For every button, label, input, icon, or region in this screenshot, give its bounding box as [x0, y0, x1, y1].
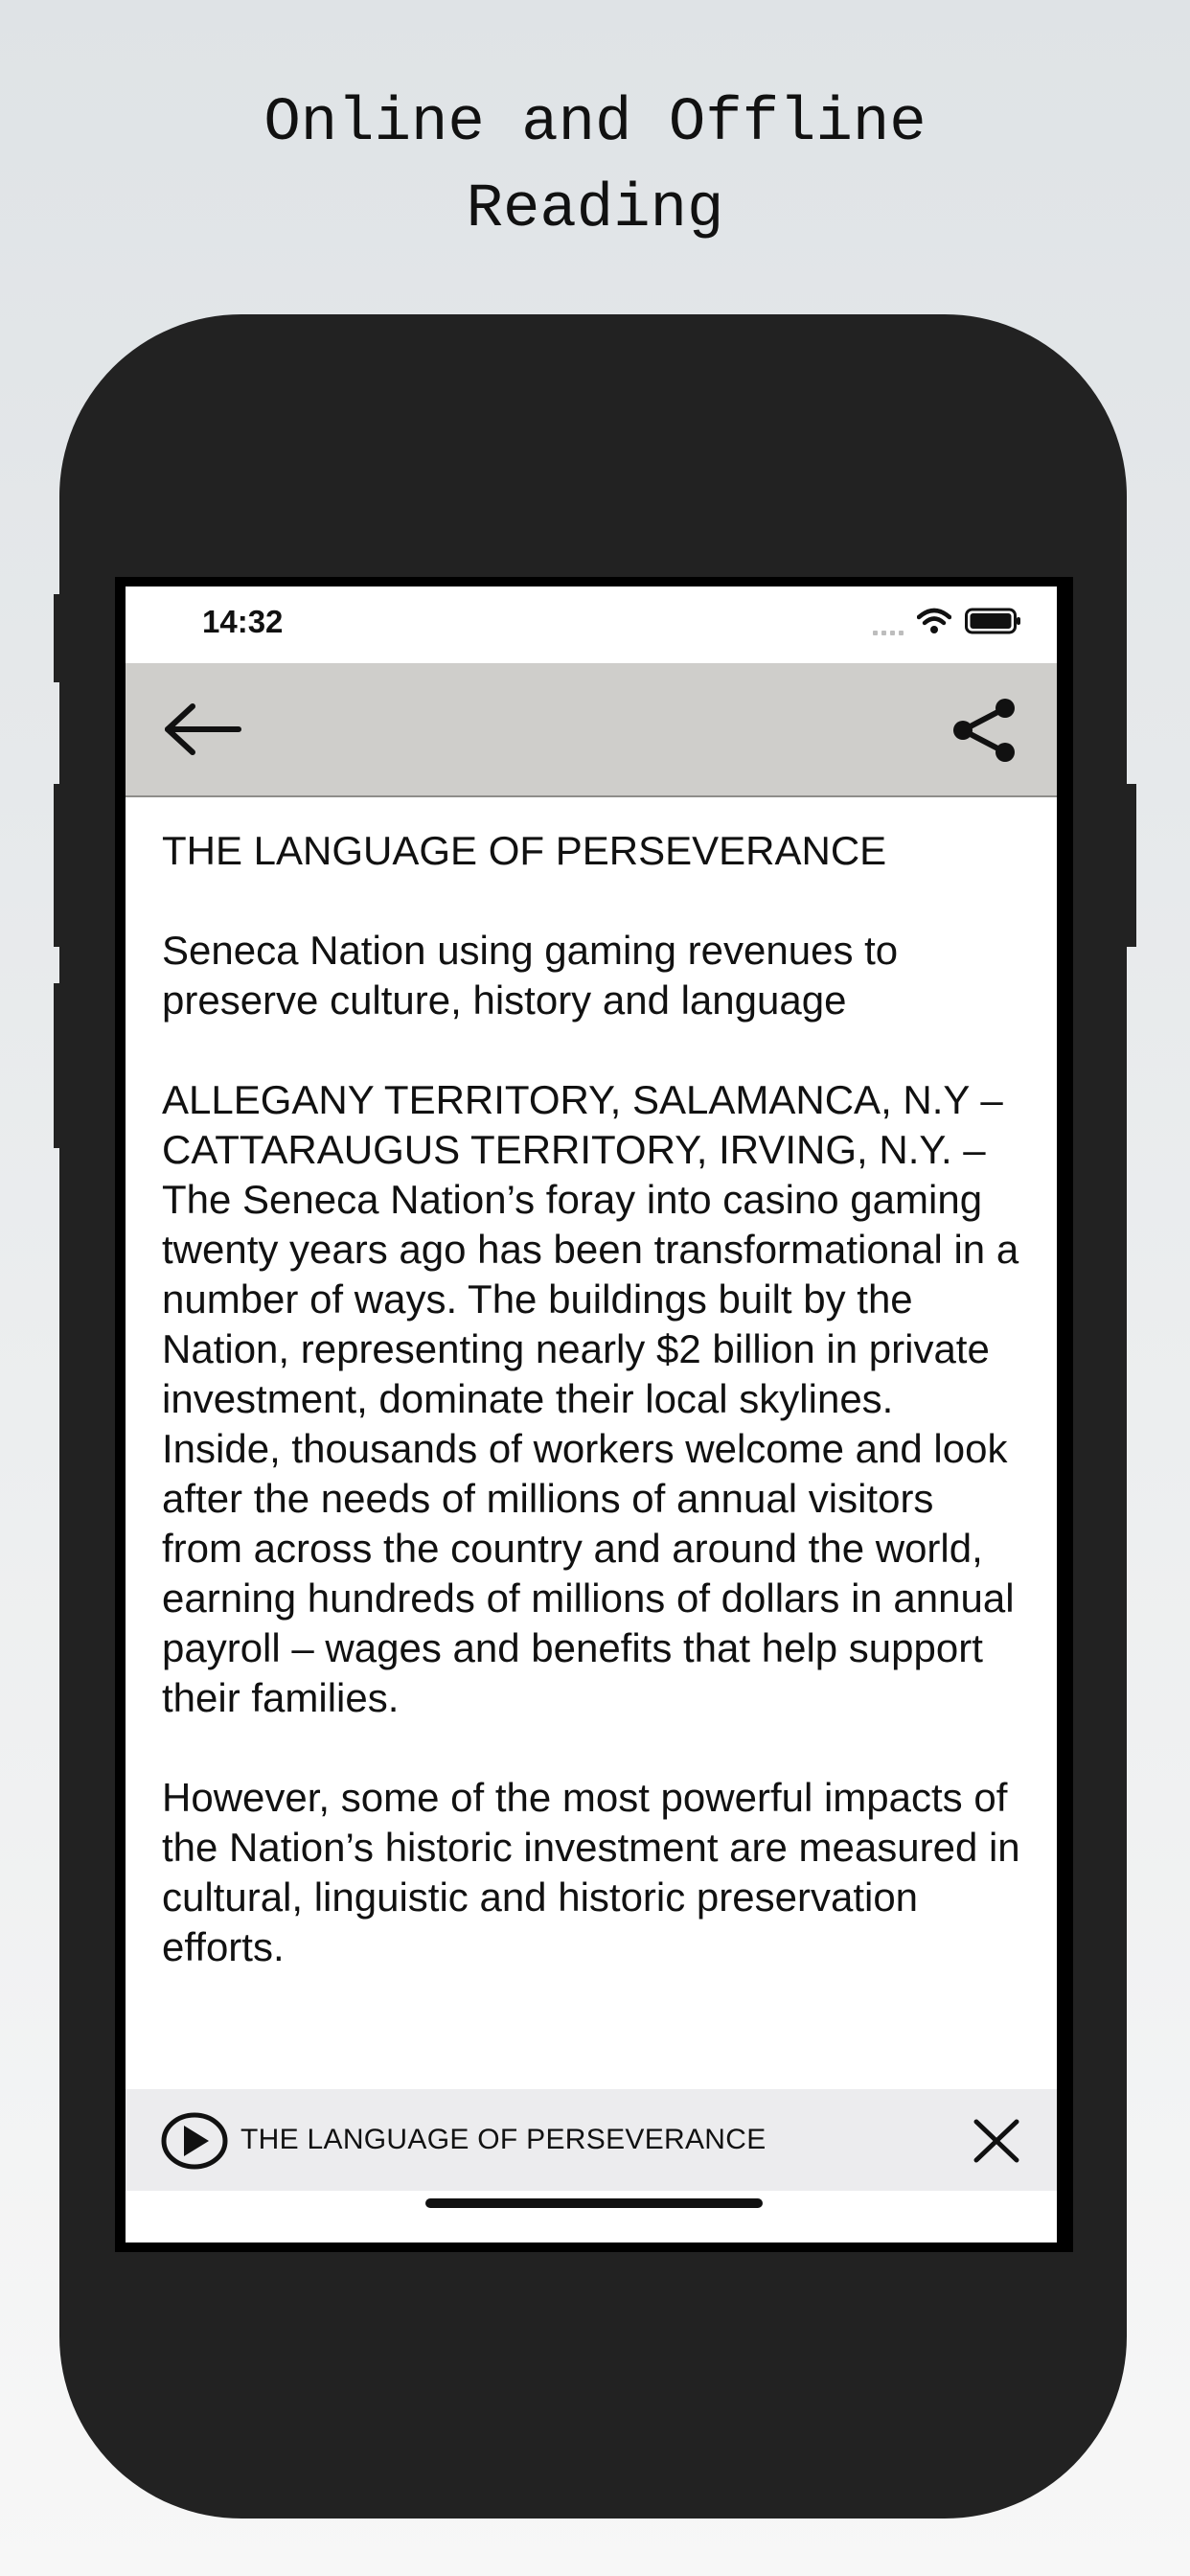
audio-player-bar[interactable] [126, 2089, 1057, 2191]
article-title: THE LANGUAGE OF PERSEVERANCE [162, 828, 887, 873]
article-paragraph: ALLEGANY TERRITORY, SALAMANCA, N.Y – CATTARAUGUS TERRITORY, IRVING, N.Y. – The Seneca Nation’s foray into casino gaming twenty years ago has been transformational in a number of ways. The buildings built by the Nation, representing nearly $2 billion in private investment, dominate their local skylines. Inside, thousands of workers welcome and look after the needs of millions of annual visitors from across the country and around the world, earning hundreds of millions of dollars in annual payroll – wages and benefits that help support their families. [162, 1077, 1019, 1720]
player-title: THE LANGUAGE OF PERSEVERANCE [240, 2124, 767, 2155]
arrow-left-icon [162, 701, 242, 758]
play-button[interactable] [160, 2112, 229, 2170]
article-content[interactable] [126, 797, 1057, 2242]
phone-side-button-volume-up [54, 784, 63, 947]
app-bar [126, 663, 1057, 797]
battery-icon [965, 608, 1022, 639]
phone-screen [126, 586, 1057, 2242]
phone-side-button-power [1123, 784, 1136, 947]
close-icon [973, 2119, 1020, 2163]
status-icons [873, 608, 1022, 639]
back-button[interactable] [162, 700, 242, 759]
article-subtitle: Seneca Nation using gaming revenues to preserve culture, history and language [162, 928, 899, 1023]
wifi-icon [917, 608, 951, 639]
phone-side-button-mute [54, 594, 63, 682]
close-button[interactable] [971, 2118, 1022, 2164]
status-bar [126, 586, 1057, 663]
home-indicator-area [126, 2191, 1057, 2242]
phone-side-button-volume-down [54, 983, 63, 1148]
share-icon [950, 698, 1018, 763]
promo-headline-line2: Reading [466, 175, 724, 244]
home-indicator[interactable] [425, 2198, 763, 2208]
play-circle-icon [161, 2112, 228, 2170]
signal-icon [873, 612, 904, 635]
article-paragraph: However, some of the most powerful impacts of the Nation’s historic investment are measured in cultural, linguistic and historic preservation efforts. [162, 1775, 1020, 1969]
promo-headline-line1: Online and Offline [263, 89, 927, 158]
status-time: 14:32 [202, 604, 284, 639]
promo-headline [0, 80, 1190, 253]
share-button[interactable] [950, 698, 1018, 763]
